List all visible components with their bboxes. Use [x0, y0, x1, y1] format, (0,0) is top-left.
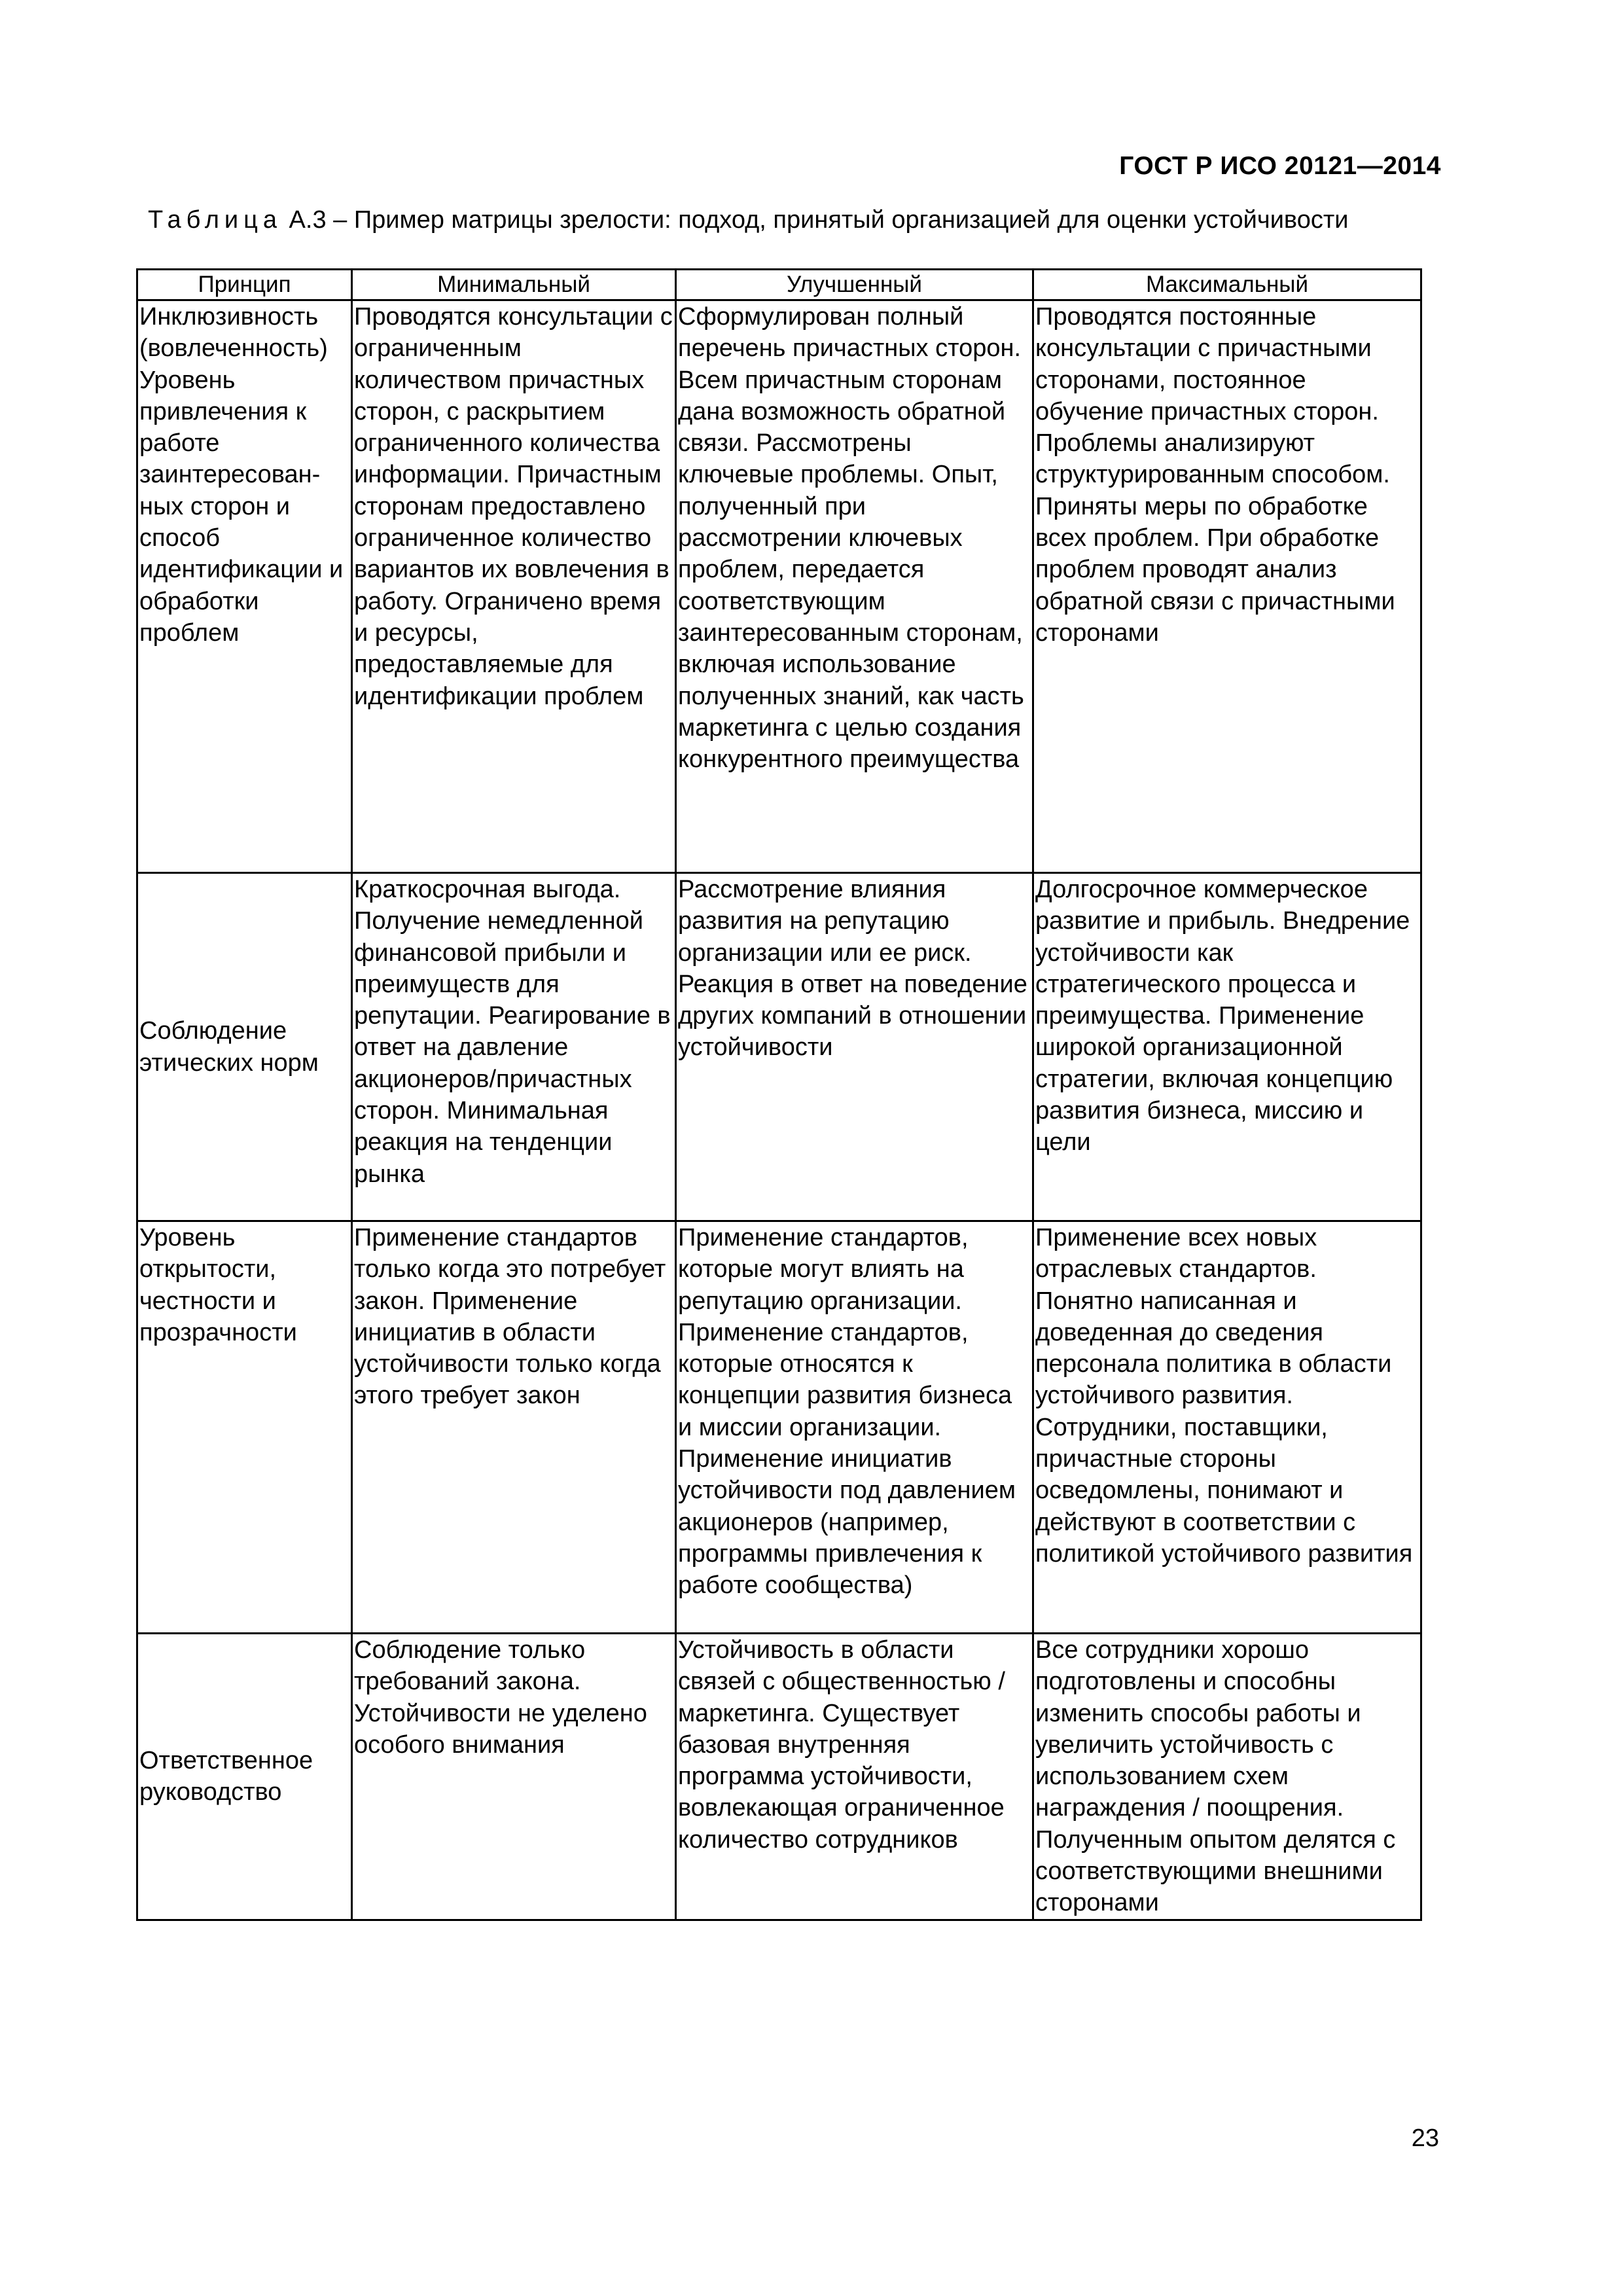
table — [136, 268, 1422, 1921]
cell-minimal: Краткосрочная выгода. Получение немедленной финансовой прибыли и преимуществ для репутации. Реагирование в ответ на давление акционеров/причастных сторон. Минимальная реакция на тенденции рынка — [352, 873, 676, 1221]
cell-improved: Сформулирован полный перечень причастных сторон. Всем причастным сторонам дана возможность обратной связи. Рассмотрены ключевые проблемы. Опыт, полученный при рассмотрении ключевых проблем, передается соответствующим заинтересованным сторонам, включая использование полученных знаний, как часть маркетинга с целью создания конкурентного преимущества — [676, 300, 1033, 873]
table-header-row — [137, 270, 1421, 300]
cell-improved: Устойчивость в области связей с общественностью / маркетинга. Существует базовая внутренняя программа устойчивости, вовлекающая ограниченное количество сотрудников — [676, 1634, 1033, 1920]
cell-maximal: Все сотрудники хорошо подготовлены и способны изменить способы работы и увеличить устойчивость с использованием схем награждения / поощрения. Полученным опытом делятся с соответствующими внешними сторонами — [1033, 1634, 1421, 1920]
cell-principle: Соблюдение этических норм — [137, 873, 352, 1221]
column-header-maximal: Максимальный — [1033, 270, 1421, 300]
cell-improved: Рассмотрение влияния развития на репутацию организации или ее риск. Реакция в ответ на поведение других компаний в отношении устойчивости — [676, 873, 1033, 1221]
table-row — [137, 1221, 1421, 1634]
table-caption-label: Таблица — [148, 206, 282, 234]
column-header-improved: Улучшенный — [676, 270, 1033, 300]
table-row — [137, 1634, 1421, 1920]
standard-designation: ГОСТ Р ИСО 20121—2014 — [1119, 152, 1441, 180]
table-caption — [148, 206, 1391, 234]
cell-minimal: Проводятся консультации с ограниченным количеством причастных сторон, с раскрытием ограниченного количества информации. Причастным сторонам предоставлено ограниченное количество вариантов их вовлечения в работу. Ограничено время и ресурсы, предоставляемые для идентификации проблем — [352, 300, 676, 873]
maturity-matrix-table — [136, 268, 1422, 1921]
cell-improved: Применение стандартов, которые могут влиять на репутацию организации. Применение стандартов, которые относятся к концепции развития бизнеса и миссии организации. Применение инициатив устойчивости под давлением акционеров (например, программы привлечения к работе сообщества) — [676, 1221, 1033, 1634]
table-row — [137, 300, 1421, 873]
cell-maximal: Долгосрочное коммерческое развитие и прибыль. Внедрение устойчивости как стратегического процесса и преимущества. Применение широкой организационной стратегии, включая концепцию развития бизнеса, миссию и цели — [1033, 873, 1421, 1221]
cell-maximal: Проводятся постоянные консультации с причастными сторонами, постоянное обучение причастных сторон. Проблемы анализируют структурированным способом. Приняты меры по обработке всех проблем. При обработке проблем проводят анализ обратной связи с причастными сторонами — [1033, 300, 1421, 873]
column-header-principle: Принцип — [137, 270, 352, 300]
table-row — [137, 873, 1421, 1221]
cell-minimal: Соблюдение только требований закона. Устойчивости не уделено особого внимания — [352, 1634, 676, 1920]
cell-principle: Уровень открытости, честности и прозрачности — [137, 1221, 352, 1634]
cell-maximal: Применение всех новых отраслевых стандартов. Понятно написанная и доведенная до сведения персонала политика в области устойчивого развития. Сотрудники, поставщики, причастные стороны осведомлены, понимают и действуют в соответствии с политикой устойчивого развития — [1033, 1221, 1421, 1634]
page-number: 23 — [1411, 2125, 1439, 2152]
column-header-minimal: Минимальный — [352, 270, 676, 300]
cell-principle: Инклюзивность (вовлеченность) Уровень привлечения к работе заинтересован-ных сторон и способ идентификации и обработки проблем — [137, 300, 352, 873]
cell-minimal: Применение стандартов только когда это потребует закон. Применение инициатив в области устойчивости только когда этого требует закон — [352, 1221, 676, 1634]
cell-principle: Ответственное руководство — [137, 1634, 352, 1920]
table-caption-text: А.3 – Пример матрицы зрелости: подход, принятый организацией для оценки устойчивости — [282, 206, 1349, 234]
